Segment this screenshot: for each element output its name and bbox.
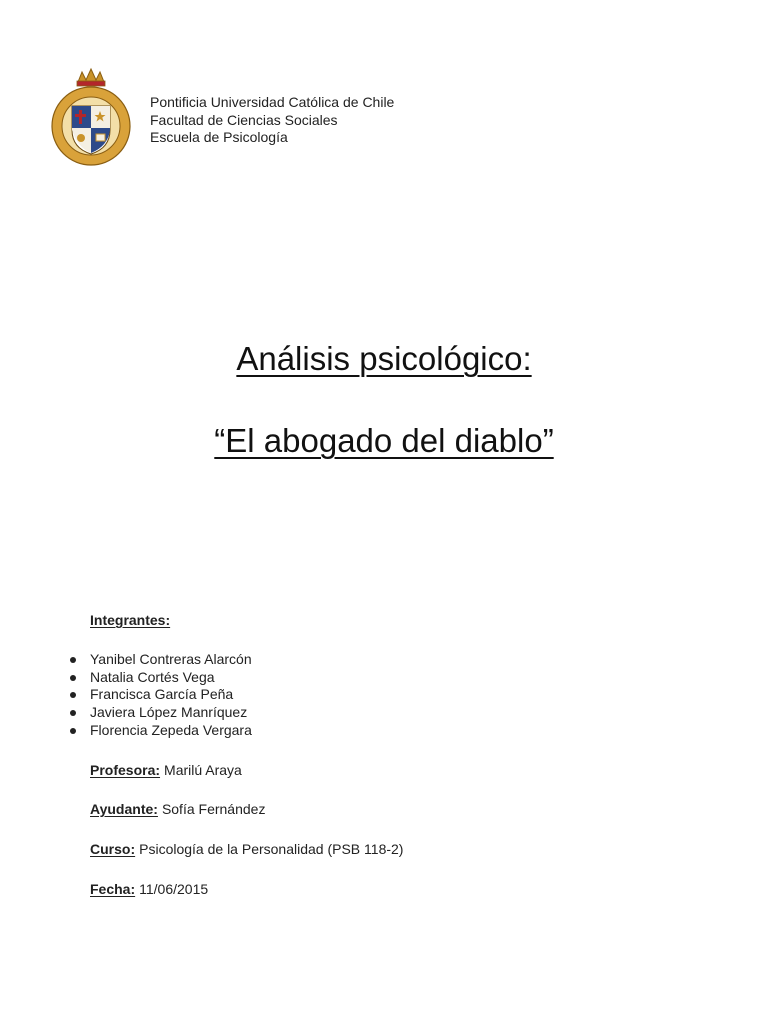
assistant-name: Sofía Fernández <box>161 801 266 817</box>
date-label: Fecha: <box>90 881 136 897</box>
members-label: Integrantes: <box>90 612 171 628</box>
bullet-icon <box>70 710 76 716</box>
bullet-icon <box>70 675 76 681</box>
members-list <box>60 651 252 740</box>
university-seal-logo <box>50 66 132 168</box>
faculty-name: Facultad de Ciencias Sociales <box>150 111 338 128</box>
date-line <box>90 881 208 897</box>
list-item <box>60 722 252 740</box>
title-line-2: “El abogado del diablo” <box>214 422 554 459</box>
date-value: 11/06/2015 <box>139 881 209 897</box>
member-name: Florencia Zepeda Vergara <box>90 721 252 738</box>
document-title <box>0 340 768 378</box>
shield-icon <box>72 106 110 154</box>
member-name: Francisca García Peña <box>90 686 234 703</box>
document-subtitle <box>0 422 768 460</box>
bullet-icon <box>70 728 76 734</box>
course-label: Curso: <box>90 841 136 857</box>
member-name: Yanibel Contreras Alarcón <box>90 651 252 667</box>
professor-name: Marilú Araya <box>164 762 242 778</box>
professor-label: Profesora: <box>90 762 161 778</box>
bullet-icon <box>70 692 76 698</box>
university-name: Pontificia Universidad Católica de Chile <box>150 94 395 110</box>
crown-icon <box>77 69 105 86</box>
assistant-line <box>90 801 265 817</box>
list-item <box>60 669 252 687</box>
member-name: Javiera López Manríquez <box>90 704 248 721</box>
list-item <box>60 704 252 722</box>
bullet-icon <box>70 657 76 663</box>
title-line-1: Análisis psicológico: <box>236 340 532 377</box>
course-name: Psicología de la Personalidad (PSB 118-2) <box>139 841 404 857</box>
members-heading <box>90 612 170 628</box>
course-line <box>90 841 403 857</box>
member-name: Natalia Cortés Vega <box>90 668 215 685</box>
list-item <box>60 686 252 704</box>
institution-block <box>150 94 394 147</box>
school-name: Escuela de Psicología <box>150 129 288 145</box>
assistant-label: Ayudante: <box>90 801 158 817</box>
list-item <box>60 651 252 669</box>
professor-line <box>90 762 242 778</box>
